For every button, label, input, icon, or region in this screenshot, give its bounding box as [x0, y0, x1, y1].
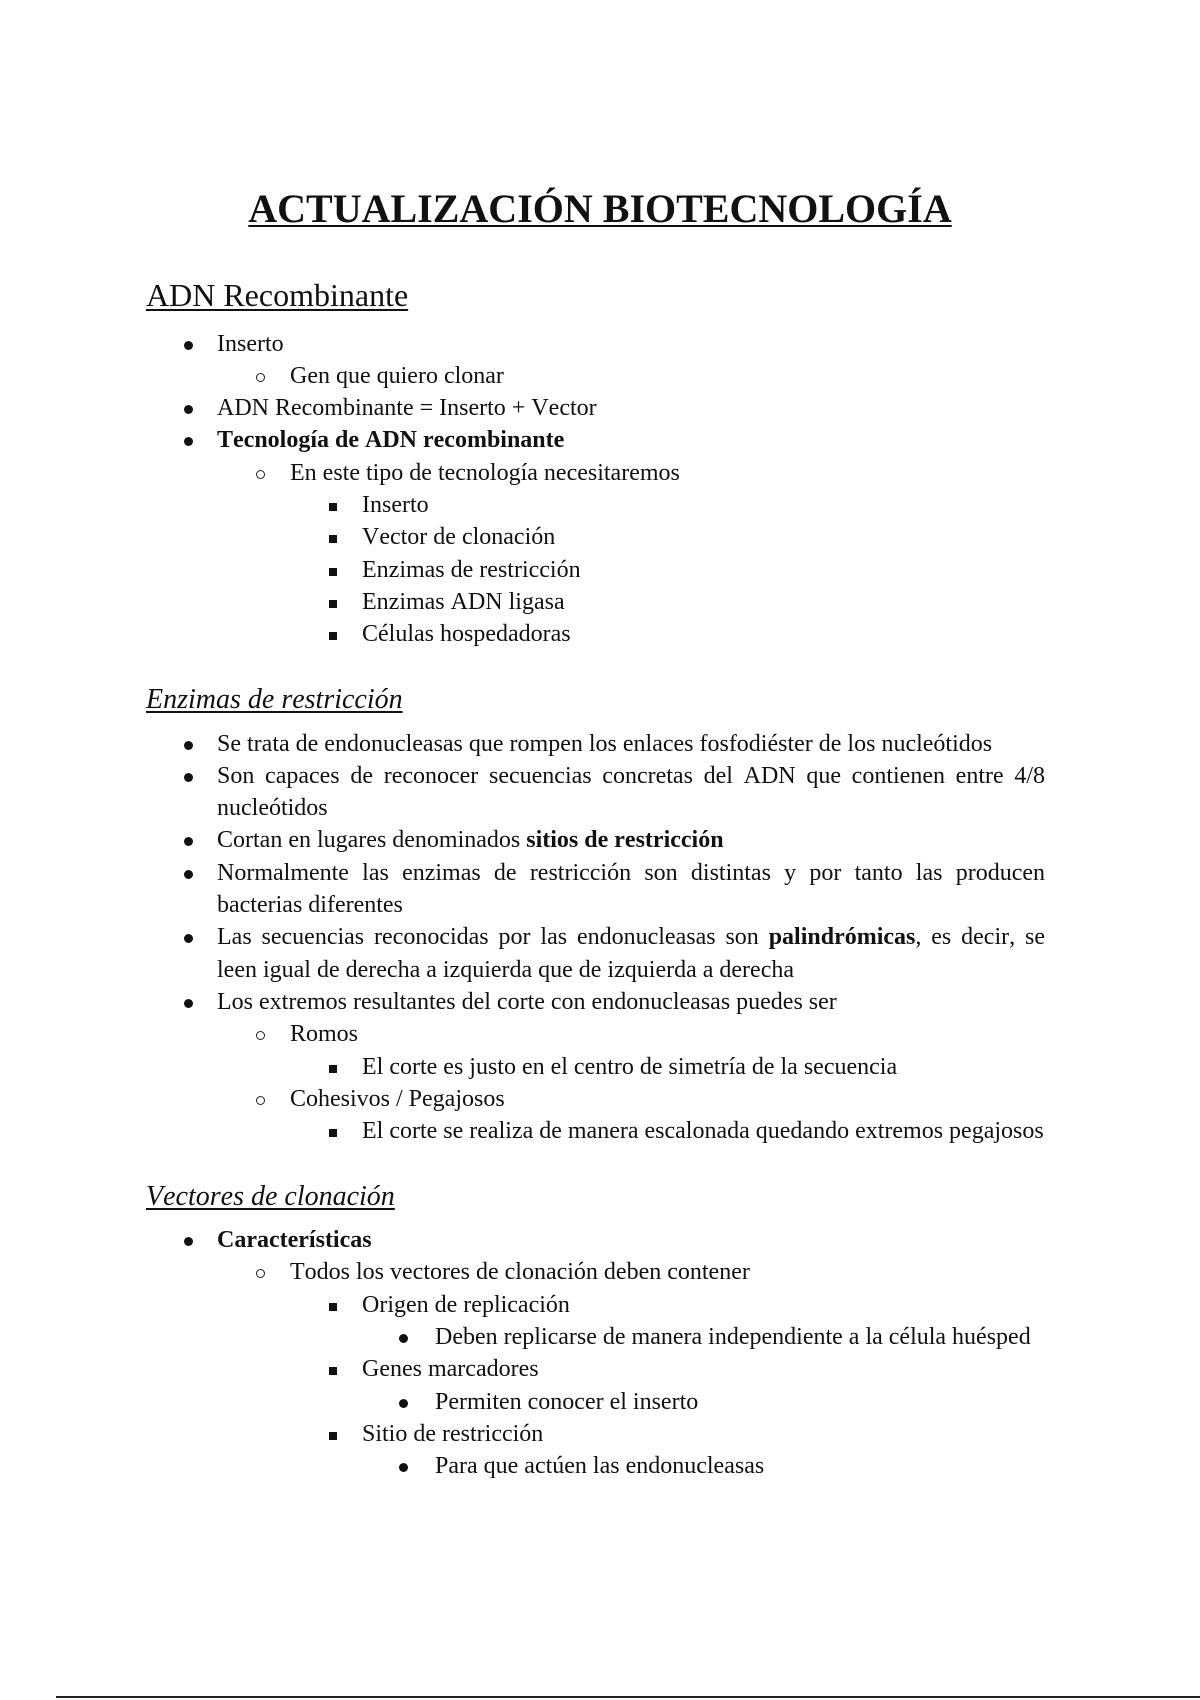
list-item-text: Sitio de restricción — [362, 1420, 544, 1447]
page-bottom-divider — [56, 1696, 1200, 1698]
list-item-line — [217, 328, 1045, 360]
bullet-disc-icon — [399, 1399, 408, 1408]
sub-list — [0, 1115, 1200, 1147]
list-item-line — [435, 1450, 1200, 1482]
list-item-line — [217, 392, 1045, 424]
list-item — [0, 1450, 1200, 1482]
list-item-text: ADN Recombinante = Inserto + Vector — [217, 395, 597, 422]
list-item-text: Para que actúen las endonucleasas — [435, 1453, 765, 1480]
bullet-square-icon — [329, 1065, 337, 1073]
list-item-text: Inserto — [217, 330, 284, 357]
bullet-circle-icon — [256, 1269, 265, 1278]
sub-list — [0, 1386, 1200, 1418]
list-item — [0, 457, 1200, 651]
list-item-line — [435, 1321, 1200, 1353]
bullet-circle-icon — [256, 470, 265, 479]
list-item-text: Origen de replicación — [362, 1291, 570, 1318]
section-heading: Enzimas de restricción — [146, 684, 403, 715]
bullet-disc-icon — [184, 837, 193, 846]
sub-list — [0, 1289, 1200, 1483]
list-item-line — [290, 1018, 1200, 1050]
bullet-square-icon — [329, 535, 337, 543]
sub-list — [0, 489, 1200, 650]
sub-list — [0, 1256, 1200, 1482]
list-item — [0, 1418, 1200, 1483]
list-item-line — [362, 1051, 1200, 1083]
bullet-list — [0, 728, 1200, 1148]
section-heading: ADN Recombinante — [146, 277, 409, 313]
list-item-line — [217, 824, 1045, 856]
bullet-disc-icon — [184, 437, 193, 446]
list-item — [0, 328, 1200, 393]
list-item — [0, 1051, 1200, 1083]
list-item-text: El corte se realiza de manera escalonada quedando extremos pegajosos — [362, 1118, 1044, 1145]
list-item — [0, 586, 1200, 618]
bullet-square-icon — [329, 1367, 337, 1375]
list-item-text: Cohesivos / Pegajosos — [290, 1085, 505, 1112]
list-item — [0, 1289, 1200, 1354]
list-item — [0, 424, 1200, 650]
sub-list — [0, 457, 1200, 651]
list-item-line — [217, 728, 1045, 760]
list-item — [0, 1115, 1200, 1147]
list-item — [0, 554, 1200, 586]
list-item-line — [362, 1115, 1200, 1147]
list-item-line — [362, 554, 1200, 586]
sub-list — [0, 1321, 1200, 1353]
list-item-text: Enzimas ADN ligasa — [362, 588, 565, 615]
list-item-text: Todos los vectores de clonación deben contener — [290, 1259, 750, 1286]
list-item-text: Los extremos resultantes del corte con endonucleasas puedes ser — [217, 988, 837, 1015]
list-item — [0, 1256, 1200, 1482]
list-item — [0, 618, 1200, 650]
bullet-square-icon — [329, 503, 337, 511]
section-heading: Vectores de clonación — [146, 1181, 395, 1212]
list-item — [0, 728, 1200, 760]
bullet-disc-icon — [184, 341, 193, 350]
list-item — [0, 760, 1200, 825]
list-item-line — [290, 457, 1200, 489]
bullet-disc-icon — [184, 934, 193, 943]
bullet-list — [0, 1224, 1200, 1482]
list-item-text: Se trata de endonucleasas que rompen los enlaces fosfodiéster de los nucleótidos — [217, 730, 993, 757]
sub-list — [0, 360, 1200, 392]
list-item-text: Vector de clonación — [362, 524, 556, 551]
bullet-square-icon — [329, 568, 337, 576]
list-item-bold-text: sitios de restricción — [526, 827, 724, 854]
list-item-line — [362, 1418, 1200, 1450]
list-item-text: Permiten conocer el inserto — [435, 1388, 699, 1415]
sub-list — [0, 1450, 1200, 1482]
list-item-bold-text: palindrómicas — [768, 924, 916, 951]
bullet-square-icon — [329, 1303, 337, 1311]
list-item — [0, 921, 1200, 986]
bullet-square-icon — [329, 1129, 337, 1137]
list-item-line — [362, 618, 1200, 650]
list-item-line — [362, 521, 1200, 553]
bullet-disc-icon — [184, 773, 193, 782]
list-item — [0, 1353, 1200, 1418]
list-item — [0, 1321, 1200, 1353]
list-item — [0, 1386, 1200, 1418]
list-item-line — [217, 921, 1045, 986]
bullet-circle-icon — [256, 1096, 265, 1105]
list-item — [0, 1083, 1200, 1148]
list-item-line — [217, 424, 1045, 456]
bullet-disc-icon — [184, 999, 193, 1008]
list-item-text: Genes marcadores — [362, 1356, 539, 1383]
bullet-list — [0, 328, 1200, 651]
list-item-text: Normalmente las enzimas de restricción son distintas y por tanto las producen bacterias diferentes — [217, 859, 1045, 919]
list-item-text: Deben replicarse de manera independiente a la célula huésped — [435, 1324, 1031, 1351]
list-item — [0, 360, 1200, 392]
list-item-text: Son capaces de reconocer secuencias concretas del ADN que contienen entre 4/8 nucleótidos — [217, 762, 1045, 822]
list-item — [0, 857, 1200, 922]
document-title: ACTUALIZACIÓN BIOTECNOLOGÍA — [248, 186, 952, 231]
bullet-disc-icon — [184, 741, 193, 750]
list-item-line — [362, 586, 1200, 618]
list-item-line — [217, 986, 1045, 1018]
list-item-line — [362, 1289, 1200, 1321]
bullet-circle-icon — [256, 1031, 265, 1040]
bullet-square-icon — [329, 632, 337, 640]
bullet-disc-icon — [184, 870, 193, 879]
bullet-disc-icon — [399, 1463, 408, 1472]
bullet-disc-icon — [184, 405, 193, 414]
list-item-text: En este tipo de tecnología necesitaremos — [290, 459, 680, 486]
list-item-line — [435, 1386, 1200, 1418]
bullet-square-icon — [329, 1432, 337, 1440]
list-item — [0, 986, 1200, 1147]
list-item-line — [217, 1224, 1045, 1256]
list-item-text: Inserto — [362, 491, 429, 518]
bullet-circle-icon — [256, 373, 265, 382]
list-item-text: Las secuencias reconocidas por las endonucleasas son — [217, 924, 769, 951]
list-item — [0, 489, 1200, 521]
list-item-text: Gen que quiero clonar — [290, 362, 504, 389]
list-item-text: Tecnología de ADN recombinante — [217, 427, 565, 454]
bullet-disc-icon — [399, 1334, 408, 1343]
sub-list — [0, 1051, 1200, 1083]
list-item — [0, 521, 1200, 553]
list-item-text: Cortan en lugares denominados — [217, 827, 527, 854]
list-item-line — [362, 489, 1200, 521]
list-item-text: Romos — [290, 1021, 359, 1048]
list-item-line — [217, 857, 1045, 922]
bullet-square-icon — [329, 600, 337, 608]
list-item — [0, 824, 1200, 856]
list-item-text: Características — [217, 1227, 372, 1254]
list-item — [0, 1224, 1200, 1482]
list-item-text: El corte es justo en el centro de simetría de la secuencia — [362, 1053, 898, 1080]
list-item-text: Enzimas de restricción — [362, 556, 581, 583]
sub-list — [0, 1018, 1200, 1147]
list-item-line — [217, 760, 1045, 825]
list-item-text: Células hospedadoras — [362, 621, 571, 648]
list-item-line — [290, 1083, 1200, 1115]
list-item — [0, 1018, 1200, 1083]
list-item-line — [290, 360, 1200, 392]
list-item-text: , es decir, se leen igual de derecha a izquierda que de izquierda a derecha — [217, 924, 1045, 983]
list-item-line — [290, 1256, 1200, 1288]
bullet-disc-icon — [184, 1237, 193, 1246]
list-item-line — [362, 1353, 1200, 1385]
list-item — [0, 392, 1200, 424]
